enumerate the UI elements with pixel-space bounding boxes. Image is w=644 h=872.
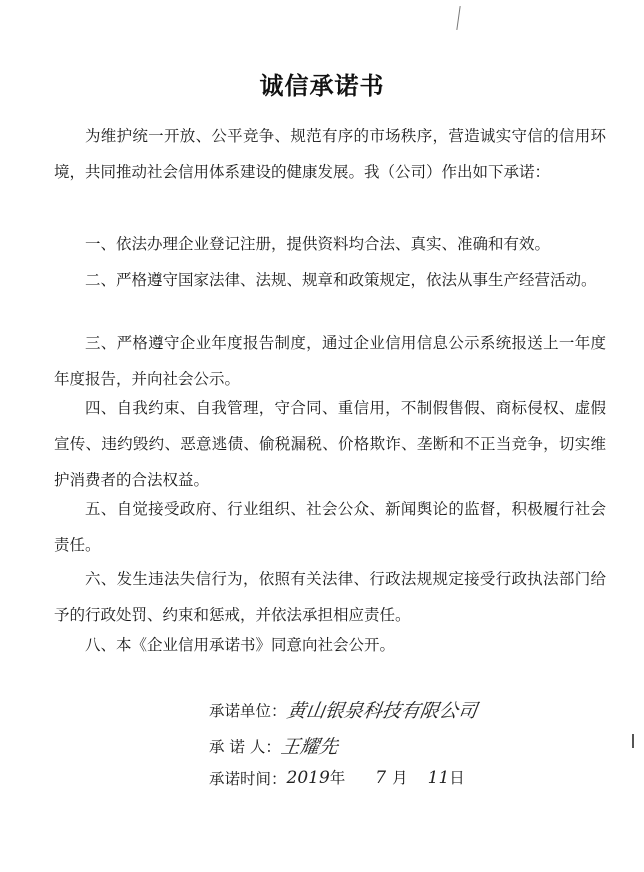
year-unit: 年 [329,769,346,787]
commitment-item-6: 六、发生违法失信行为，依照有关法律、行政法规规定接受行政执法部门给予的行政处罚、约束和惩戒，并依法承担相应责任。 [54,570,606,624]
unit-label: 承诺单位： [209,702,287,720]
month-handwriting: 7 [375,768,387,788]
signature-unit-row [209,695,477,725]
signature-person-row [209,731,338,761]
signature-time-row [209,763,465,793]
time-label: 承诺时间： [209,770,287,788]
person-handwriting: 王耀先 [279,736,340,758]
commitment-item-1: 一、依法办理企业登记注册，提供资料均合法、真实、准确和有效。 [85,235,551,253]
scan-mark-right [632,734,634,748]
intro-paragraph: 为维护统一开放、公平竞争、规范有序的市场秩序，营造诚实守信的信用环境，共同推动社会信用体系建设的健康发展。我（公司）作出如下承诺： [54,127,606,181]
month-unit: 月 [392,769,408,787]
day-handwriting: 11 [427,768,450,788]
commitment-item-2: 二、严格遵守国家法律、法规、规章和政策规定，依法从事生产经营活动。 [85,271,597,289]
commitment-item-5: 五、自觉接受政府、行业组织、社会公众、新闻舆论的监督，积极履行社会责任。 [54,500,606,554]
commitment-item-4: 四、自我约束、自我管理，守合同、重信用，不制假售假、商标侵权、虚假宣传、违约毁约、恶意逃债、偷税漏税、价格欺诈、垄断和不正当竞争，切实维护消费者的合法权益。 [54,399,606,489]
scan-mark-top [456,6,460,30]
person-label: 承 诺 人： [209,738,281,756]
year-handwriting: 2019 [286,768,330,788]
page-title: 诚信承诺书 [259,72,385,100]
unit-handwriting: 黄山银泉科技有限公司 [284,700,479,722]
commitment-item-3: 三、严格遵守企业年度报告制度，通过企业信用信息公示系统报送上一年度年度报告，并向社会公示。 [54,334,606,388]
commitment-item-8: 八、本《企业信用承诺书》同意向社会公开。 [85,636,396,654]
day-unit: 日 [449,769,465,787]
